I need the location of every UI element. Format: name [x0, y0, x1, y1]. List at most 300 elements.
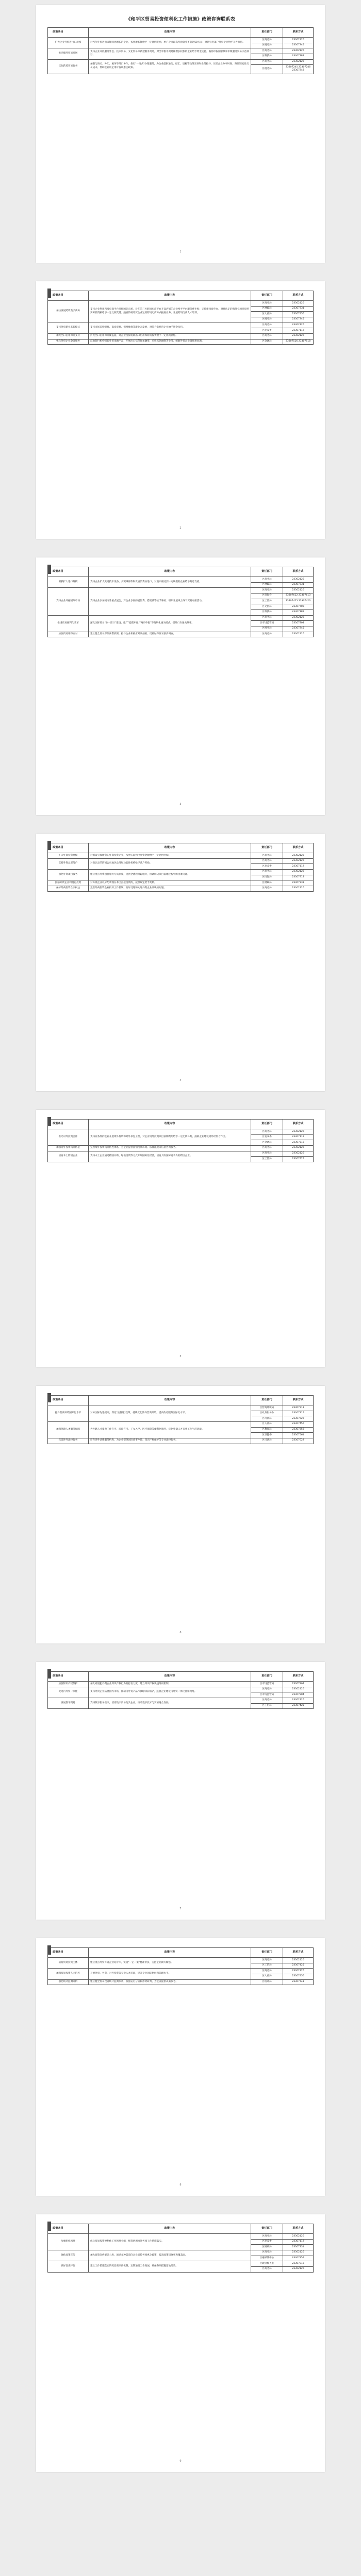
table-row	[48, 1129, 314, 1135]
dept-cell: 区财政局	[251, 582, 283, 588]
header-content: 政策内容	[89, 1396, 251, 1405]
table-row	[48, 2250, 314, 2256]
table-row	[48, 1405, 314, 1411]
phone-cell: 23302126	[283, 1145, 314, 1151]
policy-content-cell: 加大政策宣传解读力度，通过多种渠道向企业宣传各项惠企政策，提高政策知晓率和覆盖面。	[89, 2250, 251, 2261]
phone-cell: 23307245	[283, 626, 314, 632]
policy-content-cell: 建立工作措施落实情况督查评估机制，定期通报工作进展，确保各项措施落地见效。	[89, 2261, 251, 2272]
phone-cell: 23307622	[283, 1438, 314, 1444]
phone-cell: 23307358	[283, 1427, 314, 1433]
dept-cell: 区投促局	[251, 875, 283, 880]
policy-content-cell: 深化国际贸易"单一窗口"建设，推广"提前申报""两步申报"等便利化通关模式，提升口岸通关效率。	[89, 615, 251, 632]
dept-cell: 区商务局	[251, 1958, 283, 1963]
table-header-row	[48, 291, 314, 301]
page-number: 6	[179, 1631, 182, 1634]
dept-cell: 区税务局	[251, 65, 283, 74]
policy-item-cell: 加强对外投资风险防范	[48, 1145, 89, 1151]
phone-cell: 23307456	[283, 1421, 314, 1427]
policy-item-cell: 推动对外投资合作	[48, 1129, 89, 1146]
policy-item-cell: 推进贸易便利化改革	[48, 615, 89, 632]
phone-cell: 23307112	[283, 864, 314, 870]
phone-cell: 23307245 23307246 23307248	[283, 65, 314, 74]
policy-content-cell: 建立重点外贸外资企业培育库，实施"一企一策"精准帮扶，支持企业做大做强。	[89, 1958, 251, 1969]
page-corner-mark	[47, 2222, 51, 2231]
phone-cell: 23307425 23307426	[283, 599, 314, 604]
dept-cell: 区商务局	[251, 38, 283, 43]
dept-cell: 区发改委	[251, 2239, 283, 2245]
table-row	[48, 333, 314, 339]
table-row	[48, 38, 314, 43]
phone-cell: 23302126	[283, 577, 314, 583]
table-row	[48, 853, 314, 859]
phone-cell: 23302126	[283, 1698, 314, 1703]
table-row	[48, 880, 314, 886]
page-corner-mark	[47, 1393, 51, 1402]
dept-cell: 区商务局	[251, 1969, 283, 1974]
table-row	[48, 1687, 314, 1692]
phone-cell: 23302126	[283, 588, 314, 594]
phone-cell: 23307112	[283, 2239, 314, 2245]
dept-cell: 区商务局	[251, 869, 283, 875]
page-corner-mark	[47, 1669, 51, 1679]
table-row	[48, 1698, 314, 1703]
header-dept: 责任部门	[251, 843, 283, 853]
policy-item-cell: 加强知识产权保护	[48, 1682, 89, 1687]
policy-item-cell: 发展数字贸易	[48, 1698, 89, 1708]
table-row	[48, 577, 314, 583]
phone-cell: 23302126	[283, 1958, 314, 1963]
policy-content-cell: 完善外商投资企业投诉工作机制，及时受理和处理外资企业反映的问题。	[89, 886, 251, 891]
phone-cell: 23307456	[283, 1974, 314, 1979]
policy-item-cell: 做好督查评估	[48, 2261, 89, 2272]
policy-content-cell: 支持企业扩大先进技术设备、关键零部件和优质消费品进口，对进口额达到一定规模的企业给予贴息支持。	[89, 577, 251, 588]
table-header-row	[48, 567, 314, 577]
phone-cell: 23302126	[283, 333, 314, 339]
document-page	[36, 1662, 325, 1920]
dept-cell: 区发改委	[251, 1134, 283, 1140]
policy-content-cell: 支持市场采购贸易、离岸贸易、保税维修等新业态发展，对符合条件的企业给予资金扶持。	[89, 323, 251, 333]
page-number: 2	[179, 527, 182, 530]
policy-item-cell: 优化跨境贸易服务	[48, 59, 89, 74]
document-page	[36, 5, 325, 263]
phone-cell: 23307516 23307518	[283, 339, 314, 345]
policy-table	[47, 1671, 314, 1709]
dept-cell: 区卫健委	[251, 1433, 283, 1438]
document-page	[36, 1110, 325, 1367]
document-page	[36, 1938, 325, 2196]
table-row	[48, 1958, 314, 1963]
dept-cell: 区贸促会	[251, 593, 283, 599]
policy-item-cell: 支持外贸新业态新模式	[48, 323, 89, 333]
policy-table	[47, 843, 314, 892]
dept-cell: 区工信局	[251, 1963, 283, 1969]
dept-cell: 区商务局	[251, 2234, 283, 2240]
policy-item-cell: 促进内外贸一体化	[48, 1687, 89, 1698]
header-phone: 联系方式	[283, 843, 314, 853]
phone-cell: 23307331	[283, 2245, 314, 2250]
header-item: 政策条目	[48, 843, 89, 853]
dept-cell: 区文旅局	[251, 604, 283, 610]
dept-cell: 区税务局	[251, 626, 283, 632]
table-row	[48, 323, 314, 328]
policy-item-cell: 强化统计监测分析	[48, 1979, 89, 1985]
header-phone: 联系方式	[283, 1672, 314, 1682]
dept-cell: 区发改委	[251, 328, 283, 334]
policy-content-cell: 对新认定的跨国公司地区总部和功能性机构给予落户奖励。	[89, 858, 251, 869]
dept-cell: 区金融局	[251, 339, 283, 345]
phone-cell: 23307918	[283, 875, 314, 880]
header-dept: 责任部门	[251, 291, 283, 301]
phone-cell: 23307245	[283, 43, 314, 48]
page-number: 4	[179, 1079, 182, 1082]
dept-cell: 区商务局	[251, 48, 283, 54]
table-row	[48, 339, 314, 345]
dept-cell: 区司法局	[251, 1416, 283, 1422]
policy-item-cell: 提升营商环境国际化水平	[48, 1405, 89, 1422]
phone-cell: 23302126	[283, 1687, 314, 1692]
header-dept: 责任部门	[251, 28, 283, 38]
policy-item-cell: 鼓励外资企业利润再投资	[48, 880, 89, 886]
policy-item-cell: 扩大企业外贸进出口规模	[48, 38, 89, 48]
policy-item-cell: 强化外贸企业金融服务	[48, 339, 89, 345]
dept-cell: 区商务局	[251, 1698, 283, 1703]
header-content: 政策内容	[89, 2224, 251, 2234]
policy-item-cell: 加强组织领导	[48, 2234, 89, 2250]
table-row	[48, 2234, 314, 2240]
page-number: 5	[179, 1355, 182, 1358]
phone-cell: 23302126	[283, 632, 314, 637]
policy-item-cell: 强化政策宣传	[48, 2250, 89, 2261]
phone-cell: 23307456	[283, 312, 314, 317]
policy-content-cell: 为外籍人才提供工作许可、居留许可、子女入学、医疗保障等便利化服务，优化外籍人才来华工作生活环境。	[89, 1421, 251, 1438]
phone-cell: 23302126	[283, 1969, 314, 1974]
phone-cell: 23302126	[283, 48, 314, 54]
phone-cell: 23302126	[283, 323, 314, 328]
phone-cell: 23302126	[283, 38, 314, 43]
table-header-row	[48, 1948, 314, 1958]
dept-cell: 区统计局	[251, 1979, 283, 1985]
policy-content-cell: 支持外贸企业拓展国内市场，推动内外贸产品"同线同标同质"，鼓励企业建设内外贸一体化营销网络。	[89, 1687, 251, 1698]
document-page	[36, 2214, 325, 2472]
phone-cell: 23307425	[283, 1703, 314, 1709]
policy-item-cell: 支持企业开拓国际市场	[48, 588, 89, 615]
policy-content-cell: 对新设立或增资的外商投资企业，按照实际到位外资金额给予一定比例奖励。	[89, 853, 251, 859]
policy-content-cell: 对外资企业以分配利润在本区直接投资的，按照规定给予奖励。	[89, 880, 251, 886]
header-dept: 责任部门	[251, 1948, 283, 1958]
policy-content-cell: 支持本土企业通过跨国并购、绿地投资等方式开展国际化经营，培育具有国际竞争力的跨国企业。	[89, 1151, 251, 1162]
header-item: 政策条目	[48, 1672, 89, 1682]
phone-cell: 23307245	[283, 317, 314, 323]
dept-cell: 区商务局	[251, 1687, 283, 1692]
phone-cell: 23307612 23307613	[283, 593, 314, 599]
policy-table	[47, 1119, 314, 1162]
dept-cell: 区科技局	[251, 609, 283, 615]
table-row	[48, 1438, 314, 1444]
phone-cell: 23307016	[283, 2261, 314, 2267]
dept-cell: 区税务局	[251, 317, 283, 323]
header-content: 政策内容	[89, 1948, 251, 1958]
header-content: 政策内容	[89, 291, 251, 301]
dept-cell: 区营商环境局	[251, 1405, 283, 1411]
header-dept: 责任部门	[251, 567, 283, 577]
policy-content-cell: 支持企业开展服务外包、技术贸易、文化贸易等新型服务贸易，对当年服务贸易额增长较快的企业给予资金支持，鼓励申报国家级和市级服务贸易示范项目。	[89, 48, 251, 59]
dept-cell: 区发改委	[251, 864, 283, 870]
phone-cell: 23307804	[283, 621, 314, 626]
dept-cell: 区市场监管局	[251, 1682, 283, 1687]
policy-content-cell: 支持数字服务出口，培育数字贸易龙头企业，推动数字技术与贸易融合发展。	[89, 1698, 251, 1708]
header-phone: 联系方式	[283, 1120, 314, 1129]
dept-cell: 区财政局	[251, 306, 283, 312]
header-phone: 联系方式	[283, 1948, 314, 1958]
dept-cell: 区政府督查室	[251, 2261, 283, 2267]
header-content: 政策内容	[89, 1120, 251, 1129]
phone-cell: 23302126	[283, 2250, 314, 2256]
policy-content-cell: 对当年外贸进出口额同比增长的企业，按照增长额给予一定比例奖励，单户企业最高奖励资金不超过50万元；对新引进落户外贸企业给予开办扶持。	[89, 38, 251, 48]
policy-content-cell: 对标国际先进规则，深化"放管服"改革，持续优化涉外营商环境，提高政务服务国际化水平。	[89, 1405, 251, 1422]
policy-item-cell: 加大出口信用保险支持	[48, 333, 89, 339]
table-row	[48, 858, 314, 864]
table-row	[48, 869, 314, 875]
policy-content-cell: 完善境外投资风险防控体系，为企业提供国别投资环境、法律法规等信息咨询服务。	[89, 1145, 251, 1151]
document-page	[36, 281, 325, 539]
phone-cell: 23302126	[283, 1129, 314, 1135]
header-phone: 联系方式	[283, 2224, 314, 2234]
header-item: 政策条目	[48, 28, 89, 38]
table-row	[48, 48, 314, 54]
policy-item-cell: 培育贸易投资主体	[48, 1958, 89, 1969]
policy-item-cell: 加强外籍人才服务保障	[48, 1421, 89, 1438]
dept-cell: 区人社局	[251, 1421, 283, 1427]
dept-cell: 区商务局	[251, 853, 283, 859]
policy-item-cell: 推动服务贸易发展	[48, 48, 89, 59]
dept-cell: 区人社局	[251, 312, 283, 317]
policy-content-cell: 支持企业参加境内外重点展会，对企业参展的展位费、搭建费等给予补贴；组织开展线上线下贸易对接活动。	[89, 588, 251, 615]
header-dept: 责任部门	[251, 1396, 283, 1405]
phone-cell: 23302126	[283, 869, 314, 875]
phone-cell: 23302126	[283, 1151, 314, 1157]
phone-cell: 23307516	[283, 1140, 314, 1146]
dept-cell: 区商务局	[251, 615, 283, 621]
dept-cell: 区商务局	[251, 2250, 283, 2256]
page-list	[0, 5, 361, 2472]
phone-cell: 23307211	[283, 1405, 314, 1411]
phone-cell: 23302126	[283, 858, 314, 864]
header-item: 政策条目	[48, 1948, 89, 1958]
dept-cell: 区融媒体中心	[251, 2256, 283, 2261]
header-content: 政策内容	[89, 1672, 251, 1682]
page-corner-mark	[47, 289, 51, 298]
table-header-row	[48, 2224, 314, 2234]
phone-cell: 23302126	[283, 853, 314, 859]
policy-item-cell: 支持外资总部落户	[48, 858, 89, 869]
policy-content-cell: 支持有条件的企业开展境外投资和对外承包工程，对企业境外投资项目前期费用给予一定比例补贴，鼓励企业建设境外经贸合作区。	[89, 1129, 251, 1146]
phone-cell: 23302126	[283, 615, 314, 621]
dept-cell: 区市场监管局	[251, 1692, 283, 1698]
phone-cell: 23307804	[283, 1692, 314, 1698]
page-corner-mark	[47, 841, 51, 850]
table-row	[48, 1979, 314, 1985]
policy-content-cell: 建立重点外资项目服务专员制度，提供全流程跟踪服务，协调解决项目落地过程中的困难问题。	[89, 869, 251, 880]
policy-content-cell: 培育涉外法律服务机构，为企业提供国际商事仲裁、知识产权保护等专业法律服务。	[89, 1438, 251, 1444]
page-number: 9	[179, 2460, 182, 2463]
table-row	[48, 301, 314, 307]
dept-cell: 区商务局	[251, 858, 283, 864]
policy-content-cell: 开展外贸、外资、对外投资等专业人才培训，提升企业国际化经营管理水平。	[89, 1969, 251, 1979]
dept-cell: 区商务局	[251, 588, 283, 594]
policy-item-cell: 保护外商投资合法权益	[48, 886, 89, 891]
dept-cell: 区财政局	[251, 2245, 283, 2250]
dept-cell: 区市场监管局	[251, 621, 283, 626]
header-content: 政策内容	[89, 843, 251, 853]
table-row	[48, 2261, 314, 2267]
phone-cell: 23302126	[283, 2234, 314, 2240]
page-number: 7	[179, 1907, 182, 1910]
page-number: 8	[179, 2183, 182, 2187]
dept-cell: 区税务局	[251, 43, 283, 48]
header-dept: 责任部门	[251, 1120, 283, 1129]
header-phone: 联系方式	[283, 291, 314, 301]
document-page	[36, 557, 325, 815]
table-row	[48, 615, 314, 621]
table-row	[48, 1682, 314, 1687]
phone-cell: 23307622	[283, 1416, 314, 1422]
dept-cell: 区人社局	[251, 1974, 283, 1979]
phone-cell: 23307112	[283, 1134, 314, 1140]
phone-cell: 23307215	[283, 1411, 314, 1416]
table-header-row	[48, 843, 314, 853]
table-row	[48, 632, 314, 637]
dept-cell: 区商务局	[251, 577, 283, 583]
phone-cell: 23307331	[283, 582, 314, 588]
dept-cell: 区商务局	[251, 301, 283, 307]
policy-table	[47, 567, 314, 637]
dept-cell: 区教育局	[251, 1427, 283, 1433]
policy-content-cell: 建立健全贸易投资统计监测体系，加强运行分析和形势研判，为企业提供决策参考。	[89, 1979, 251, 1985]
dept-cell: 区商务局	[251, 632, 283, 637]
policy-item-cell: 积极扩大进口规模	[48, 577, 89, 588]
page-number: 3	[179, 803, 182, 806]
table-row	[48, 1145, 314, 1151]
dept-cell: 区商务局	[251, 2266, 283, 2272]
dept-cell: 区商务局	[251, 333, 283, 339]
header-content: 政策内容	[89, 567, 251, 577]
header-dept: 责任部门	[251, 2224, 283, 2234]
header-item: 政策条目	[48, 567, 89, 577]
table-header-row	[48, 1120, 314, 1129]
policy-item-cell: 培育本土跨国企业	[48, 1151, 89, 1162]
table-row	[48, 886, 314, 891]
dept-cell: 区工信局	[251, 599, 283, 604]
policy-content-cell: 鼓励银行机构创新外贸金融产品，开展出口信保保单融资、应收账款融资等业务，缓解外贸企业融资难问题。	[89, 339, 251, 345]
policy-item-cell: 完善涉外法律服务	[48, 1438, 89, 1444]
policy-content-cell: 建立健全贸易摩擦预警机制，指导企业积极应对反倾销、反补贴等贸易救济调查。	[89, 632, 251, 637]
policy-table	[47, 291, 314, 345]
phone-cell: 23307425	[283, 1963, 314, 1969]
document-page	[36, 834, 325, 1091]
dept-cell: 区工信局	[251, 1157, 283, 1162]
dept-cell: 区商务局	[251, 323, 283, 328]
header-item: 政策条目	[48, 1396, 89, 1405]
policy-content-cell: 成立贸易投资便利化工作领导小组，统筹协调推进各项工作措施落实。	[89, 2234, 251, 2250]
policy-content-cell: 加大对侵犯外资企业知识产权行为的打击力度，建立知识产权快速维权机制。	[89, 1682, 251, 1687]
dept-cell: 区商务局	[251, 1129, 283, 1135]
policy-item-cell: 扩大外商投资规模	[48, 853, 89, 859]
phone-cell: 23307112	[283, 328, 314, 334]
phone-cell: 23307182	[283, 609, 314, 615]
phone-cell: 23307331	[283, 880, 314, 886]
phone-cell: 23307182	[283, 54, 314, 59]
dept-cell: 区政务服务办	[251, 1411, 283, 1416]
table-header-row	[48, 1396, 314, 1405]
policy-item-cell: 加快发展跨境电子商务	[48, 301, 89, 323]
phone-cell: 23302126	[283, 2266, 314, 2272]
header-item: 政策条目	[48, 1120, 89, 1129]
phone-cell: 23307804	[283, 1682, 314, 1687]
phone-cell: 23302126	[283, 59, 314, 65]
policy-content-cell: 支持企业利用跨境电商平台开拓国际市场，对在第三方跨境电商平台开设店铺的企业给予平台服务费补贴；支持建设海外仓，对经认定的海外仓项目按照实际投资额给予一定比例支持；鼓励传统外贸企业运用跨境电商方式拓展业务，开展跨境电商人才培训。	[89, 301, 251, 323]
table-row	[48, 1421, 314, 1427]
document-title: 《和平区贸易投资便利化工作措施》政策咨询联系表	[126, 17, 235, 22]
phone-cell: 23307741	[283, 1979, 314, 1985]
policy-content-cell: 加强与海关、外汇、税务等部门协作，推行"一站式"办理服务，为企业提供通关、结汇、退税等政策宣讲和业务指导，压缩企业办事时间，降低制度性交易成本，帮助企业用足用好各项惠企政策。	[89, 59, 251, 74]
page-number: 1	[179, 250, 182, 253]
header-content: 政策内容	[89, 28, 251, 38]
dept-cell: 区工信局	[251, 1703, 283, 1709]
document-page	[36, 1386, 325, 1643]
dept-cell: 区商务局	[251, 1145, 283, 1151]
page-corner-mark	[47, 1117, 51, 1126]
table-header-row	[48, 28, 314, 38]
policy-item-cell: 加强贸易摩擦应对	[48, 632, 89, 637]
phone-cell: 23307331	[283, 306, 314, 312]
phone-cell: 23307709	[283, 604, 314, 610]
dept-cell: 区司法局	[251, 1438, 283, 1444]
policy-table	[47, 27, 314, 74]
dept-cell: 区金融局	[251, 1140, 283, 1146]
page-corner-mark	[47, 1945, 51, 1955]
header-phone: 联系方式	[283, 1396, 314, 1405]
phone-cell: 23302126	[283, 301, 314, 307]
dept-cell: 区财政局	[251, 880, 283, 886]
document	[0, 5, 361, 2472]
table-row	[48, 1969, 314, 1974]
dept-cell: 区商务局	[251, 886, 283, 891]
header-dept: 责任部门	[251, 1672, 283, 1682]
dept-cell: 区商务局	[251, 1151, 283, 1157]
header-item: 政策条目	[48, 2224, 89, 2234]
header-phone: 联系方式	[283, 567, 314, 577]
table-row	[48, 59, 314, 65]
table-row	[48, 1151, 314, 1157]
dept-cell: 区科技局	[251, 54, 283, 59]
page-corner-mark	[47, 565, 51, 574]
phone-cell: 23307561	[283, 1433, 314, 1438]
policy-item-cell: 强化外资项目服务	[48, 869, 89, 880]
header-phone: 联系方式	[283, 28, 314, 38]
table-row	[48, 588, 314, 594]
phone-cell: 23307425	[283, 1157, 314, 1162]
policy-content-cell: 扩大出口信用保险覆盖面，对企业投保短期出口信用保险的保费给予一定比例补贴。	[89, 333, 251, 339]
policy-table	[47, 1395, 314, 1444]
phone-cell: 23302126	[283, 886, 314, 891]
header-item: 政策条目	[48, 291, 89, 301]
phone-cell: 23307855	[283, 2256, 314, 2261]
table-header-row	[48, 1672, 314, 1682]
dept-cell: 区商务局	[251, 59, 283, 65]
policy-table	[47, 1947, 314, 1985]
policy-table	[47, 2224, 314, 2273]
policy-item-cell: 加强贸易投资人才培养	[48, 1969, 89, 1979]
